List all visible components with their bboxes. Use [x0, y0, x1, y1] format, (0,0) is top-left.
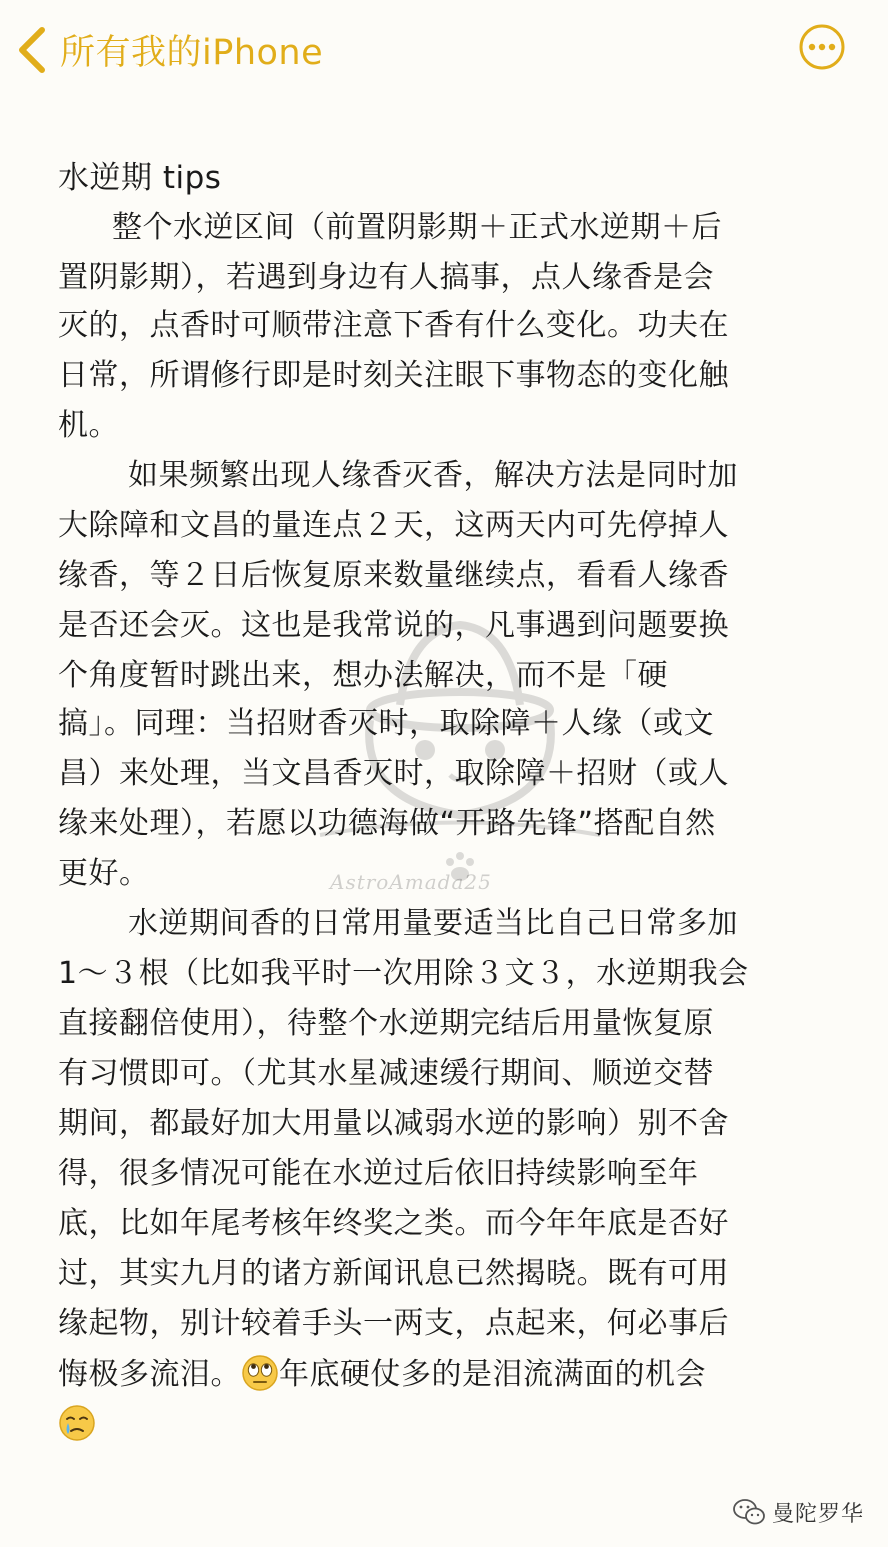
- note-text: 悔极多流泪。: [58, 1357, 241, 1392]
- note-line: 是否还会灭。这也是我常说的，凡事遇到问题要换: [58, 608, 729, 643]
- back-label: 所有我的iPhone: [60, 33, 324, 73]
- note-line: 日常，所谓修行即是时刻关注眼下事物态的变化触: [58, 358, 729, 393]
- note-line: 机。: [58, 408, 119, 443]
- note-line: 底，比如年尾考核年终奖之类。而今年年底是否好: [58, 1206, 729, 1241]
- rolling-eyes-emoji: [241, 1354, 279, 1392]
- note-line-emoji: [58, 1404, 96, 1445]
- note-line: 个角度暂时跳出来，想办法解决，而不是「硬: [58, 658, 668, 693]
- watermark-signature: AstroAmada25: [330, 870, 492, 894]
- note-line: 缘香，等２日后恢复原来数量继续点，看看人缘香: [58, 558, 729, 593]
- note-line: 过，其实九月的诸方新闻讯息已然揭晓。既有可用: [58, 1256, 729, 1291]
- note-line: 缘起物，别计较着手头一两支，点起来，何必事后: [58, 1306, 729, 1341]
- note-line: 水逆期间香的日常用量要适当比自己日常多加: [128, 906, 738, 941]
- note-line: 缘来处理），若愿以功德海做“开路先锋”搭配自然: [58, 806, 716, 841]
- note-line: 更好。: [58, 856, 150, 891]
- note-line: 期间，都最好加大用量以减弱水逆的影响）别不舍: [58, 1106, 729, 1141]
- account-brand: [732, 1492, 864, 1532]
- note-text: 年底硬仗多的是泪流满面的机会: [279, 1357, 706, 1392]
- note-line: 大除障和文昌的量连点２天，这两天内可先停掉人: [58, 508, 729, 543]
- note-line: 有习惯即可。（尤其水星减速缓行期间、顺逆交替: [58, 1056, 714, 1091]
- note-line: 得，很多情况可能在水逆过后依旧持续影响至年: [58, 1156, 699, 1191]
- brand-label: 曼陀罗华: [772, 1501, 865, 1527]
- note-line: 灭的，点香时可顺带注意下香有什么变化。功夫在: [58, 308, 729, 343]
- note-title: 水逆期 tips: [58, 160, 222, 196]
- note-line-with-emoji: [58, 1354, 706, 1395]
- wechat-icon: [732, 1498, 766, 1526]
- note-line: 整个水逆区间（前置阴影期＋正式水逆期＋后: [112, 210, 722, 245]
- note-line: 直接翻倍使用），待整个水逆期完结后用量恢复原: [58, 1006, 714, 1041]
- note-line: 1～３根（比如我平时一次用除３文３，水逆期我会: [58, 956, 749, 991]
- note-line: 如果频繁出现人缘香灭香，解决方法是同时加: [128, 458, 738, 493]
- crying-face-emoji: [58, 1404, 96, 1442]
- note-line: 置阴影期），若遇到身边有人搞事，点人缘香是会: [58, 260, 714, 295]
- note-line: 搞」。同理：当招财香灭时，取除障＋人缘（或文: [58, 706, 714, 741]
- note-line: 昌）来处理，当文昌香灭时，取除障＋招财（或人: [58, 756, 729, 791]
